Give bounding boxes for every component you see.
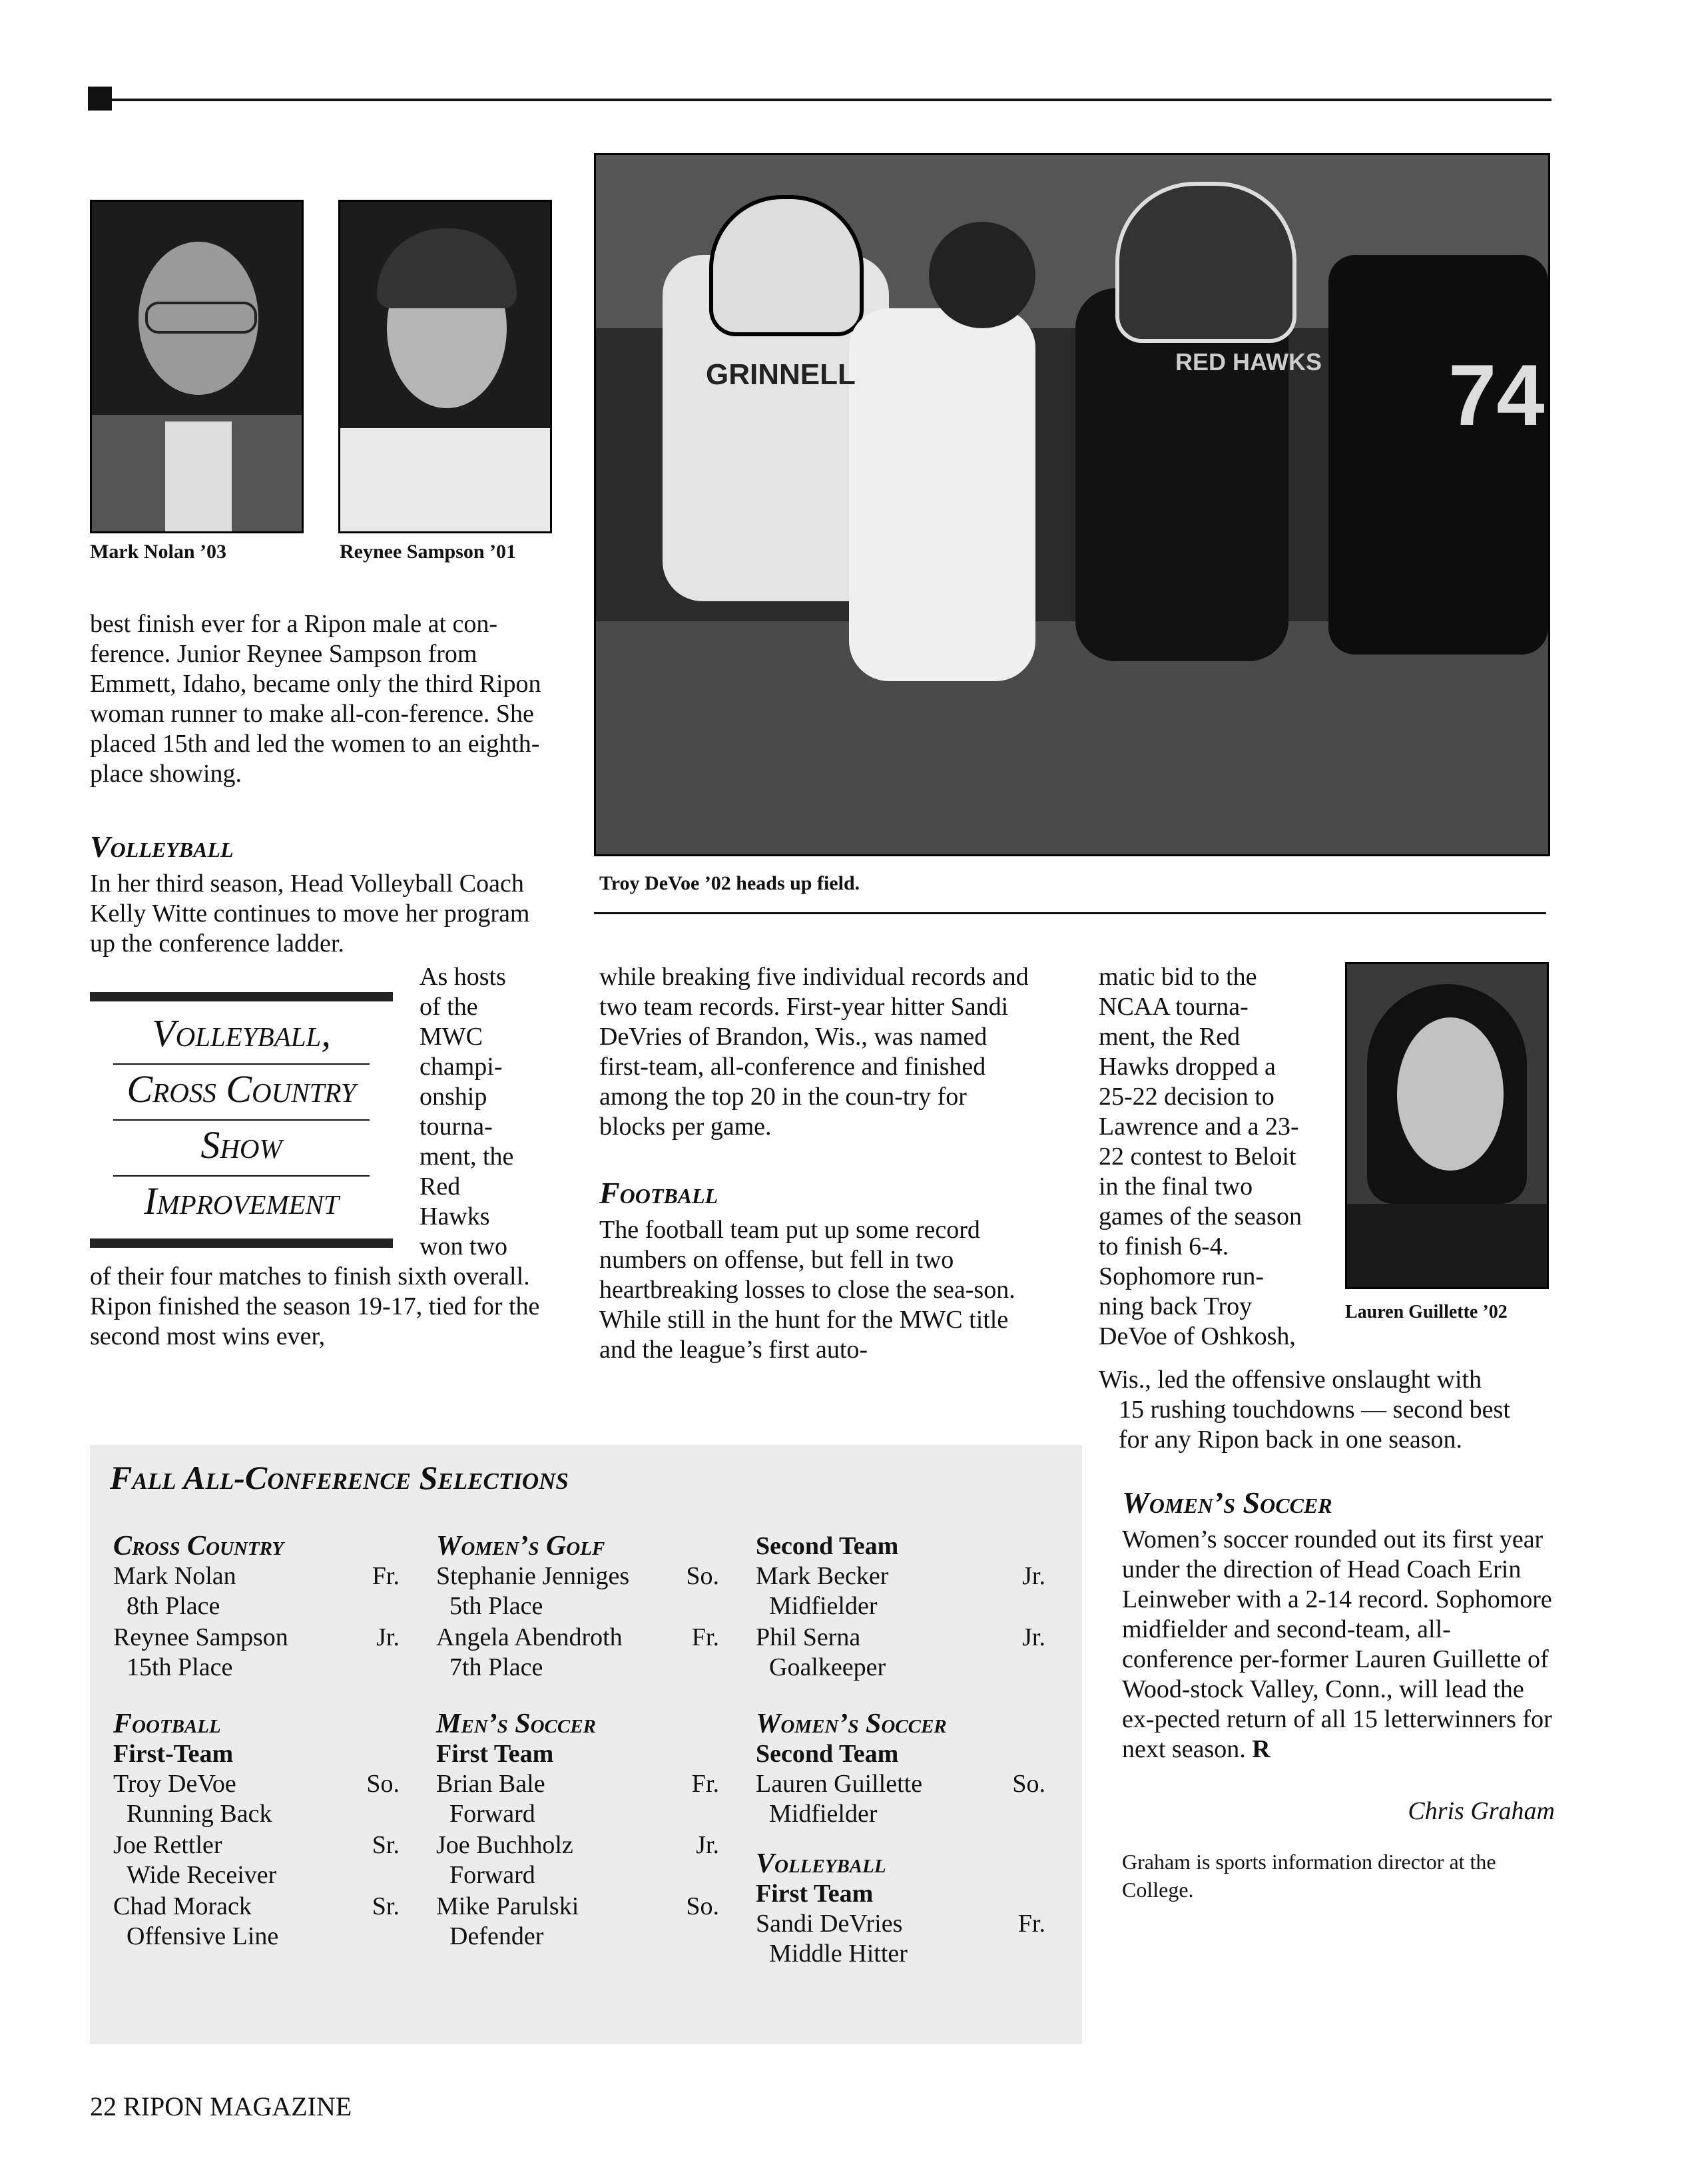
sel-year: Fr. xyxy=(372,1562,400,1590)
sel-name: Mark Nolan xyxy=(113,1562,236,1590)
sel-entry xyxy=(436,1892,719,1952)
pullquote-rule-3 xyxy=(113,1175,370,1177)
fb-line: to finish 6-4. xyxy=(1099,1232,1229,1260)
vb-line: won two xyxy=(420,1232,507,1260)
sel-heading-womens-golf: Women’s Golf xyxy=(436,1531,605,1561)
vb-line: Hawks xyxy=(420,1203,490,1230)
sel-subheading: Second Team xyxy=(756,1532,899,1560)
fb-line: Hawks dropped a xyxy=(1099,1053,1276,1081)
sel-name: Mike Parulski xyxy=(436,1892,579,1920)
pullquote xyxy=(90,1005,393,1229)
sel-detail: 8th Place xyxy=(127,1592,220,1620)
sel-entry xyxy=(113,1830,400,1890)
sel-year: Sr. xyxy=(372,1892,400,1920)
reynee-sampson-caption: Reynee Sampson ’01 xyxy=(340,541,517,563)
vb-line: ment, the xyxy=(420,1143,514,1171)
fb-line: 25-22 decision to xyxy=(1099,1083,1274,1111)
vb-line: onship xyxy=(420,1083,487,1111)
page-footer: 22 RIPON MAGAZINE xyxy=(90,2091,352,2121)
sel-year: Fr. xyxy=(1017,1910,1045,1938)
volleyball-narrow xyxy=(420,962,553,1262)
womens-soccer-text xyxy=(1122,1525,1555,1765)
sel-entry xyxy=(113,1892,400,1952)
football-continued-narrow xyxy=(1099,962,1338,1352)
sel-heading-womens-soccer: Women’s Soccer xyxy=(756,1709,947,1739)
sel-entry xyxy=(113,1623,400,1683)
football-heading: Football xyxy=(599,1176,718,1210)
fb-line: matic bid to the xyxy=(1099,963,1257,991)
jersey-text-red-hawks: RED HAWKS xyxy=(1175,348,1322,376)
mark-nolan-photo xyxy=(90,200,304,533)
vb-line: MWC xyxy=(420,1023,483,1051)
sel-year: Fr. xyxy=(691,1623,719,1651)
pullquote-top-bar xyxy=(90,992,393,1001)
fb-line: NCAA tourna- xyxy=(1099,993,1249,1021)
vb-line: tourna- xyxy=(420,1113,493,1141)
sel-detail: Forward xyxy=(449,1861,535,1889)
fb-wide-line: for any Ripon back in one season. xyxy=(1119,1426,1463,1454)
sel-detail: Forward xyxy=(449,1800,535,1828)
selections-col-2 xyxy=(436,1531,719,1953)
pullquote-line-4: Improvement xyxy=(144,1179,339,1223)
sel-name: Joe Buchholz xyxy=(436,1831,573,1859)
reynee-sampson-photo xyxy=(338,200,552,533)
volleyball-after: of their four matches to finish sixth overall. Ripon finished the season 19-17, tied for the second most wins ever, xyxy=(90,1262,540,1350)
sel-entry xyxy=(756,1909,1045,1969)
sel-detail: Midfielder xyxy=(769,1592,878,1620)
vb-line: As hosts xyxy=(420,963,506,991)
sel-entry xyxy=(756,1561,1045,1621)
fb-line: Sophomore run- xyxy=(1099,1262,1265,1290)
fb-line: ment, the Red xyxy=(1099,1023,1241,1051)
sel-detail: Goalkeeper xyxy=(769,1653,886,1681)
sel-name: Phil Serna xyxy=(756,1623,861,1651)
sel-year: Jr. xyxy=(1022,1562,1045,1590)
fb-wide-line: 15 rushing touchdowns — second best xyxy=(1119,1396,1510,1424)
fb-wide-line: Wis., led the offensive onslaught with xyxy=(1099,1366,1482,1394)
sel-detail: 15th Place xyxy=(127,1653,233,1681)
sel-name: Troy DeVoe xyxy=(113,1770,236,1798)
sel-year: Sr. xyxy=(372,1831,400,1859)
sel-entry xyxy=(436,1623,719,1683)
sel-year: Jr. xyxy=(1022,1623,1045,1651)
sel-subheading: First Team xyxy=(436,1740,554,1768)
football-photo-caption: Troy DeVoe ’02 heads up field. xyxy=(599,872,860,894)
volleyball-heading: Volleyball xyxy=(90,830,234,864)
selections-col-1 xyxy=(113,1531,400,1953)
sel-year: So. xyxy=(686,1562,719,1590)
fb-line: in the final two xyxy=(1099,1173,1253,1201)
sel-name: Stephanie Jenniges xyxy=(436,1562,630,1590)
pullquote-bottom-bar xyxy=(90,1238,393,1248)
byline: Chris Graham xyxy=(1408,1797,1555,1825)
sel-name: Chad Morack xyxy=(113,1892,252,1920)
football-text: The football team put up some record numbers on offense, but fell in two heartbreaking losses to close the sea-son. While still in the hunt for the MWC title and the league’s first auto- xyxy=(599,1216,1015,1364)
selections-title: Fall All-Conference Selections xyxy=(110,1459,569,1496)
sel-detail: Wide Receiver xyxy=(127,1861,277,1889)
vb-line: champi- xyxy=(420,1053,503,1081)
sel-name: Angela Abendroth xyxy=(436,1623,623,1651)
jersey-number-74: 74 xyxy=(1448,346,1545,443)
sel-detail: Midfielder xyxy=(769,1800,878,1828)
fb-line: Lawrence and a 23- xyxy=(1099,1113,1299,1141)
fb-line: games of the season xyxy=(1099,1203,1302,1230)
sel-year: So. xyxy=(1012,1770,1045,1798)
fb-line: ning back Troy xyxy=(1099,1292,1253,1320)
sel-name: Brian Bale xyxy=(436,1770,545,1798)
volleyball-continued: while breaking five individual records and two team records. First-year hitter Sandi DeVries of Brandon, Wis., was named first-team, all-conference and finished among the top 20 in the coun-try for blocks per game. xyxy=(599,963,1029,1141)
sel-year: So. xyxy=(686,1892,719,1920)
sel-entry xyxy=(113,1769,400,1829)
vb-line: of the xyxy=(420,993,478,1021)
womens-soccer-heading: Women’s Soccer xyxy=(1122,1486,1332,1519)
pullquote-rule-1 xyxy=(113,1063,370,1065)
sel-heading-mens-soccer: Men’s Soccer xyxy=(436,1709,596,1739)
sel-subheading: First Team xyxy=(756,1880,874,1908)
cross-country-continued: best finish ever for a Ripon male at con-ference. Junior Reynee Sampson from Emmett, Idaho, became only the third Ripon woman runner to make all-con-ference. She placed 15th and led the women to an eighth-place showing. xyxy=(90,610,541,788)
sel-entry xyxy=(113,1561,400,1621)
sel-detail: Offensive Line xyxy=(127,1922,279,1950)
sel-name: Sandi DeVries xyxy=(756,1910,903,1938)
author-bio: Graham is sports information director at the College. xyxy=(1122,1850,1496,1902)
sel-detail: 5th Place xyxy=(449,1592,543,1620)
caption-rule xyxy=(594,912,1546,914)
sel-detail: Middle Hitter xyxy=(769,1940,908,1968)
sel-detail: 7th Place xyxy=(449,1653,543,1681)
sel-heading-volleyball: Volleyball xyxy=(756,1848,886,1879)
volleyball-intro: In her third season, Head Volleyball Coach Kelly Witte continues to move her program up the conference ladder. xyxy=(90,870,530,957)
sel-entry xyxy=(756,1623,1045,1683)
vb-line: Red xyxy=(420,1173,461,1201)
lauren-guillette-caption: Lauren Guillette ’02 xyxy=(1345,1302,1508,1322)
header-rule xyxy=(100,99,1552,101)
football-wide-lines xyxy=(1099,1365,1558,1455)
pullquote-line-3: Show xyxy=(200,1123,282,1167)
sel-heading-cross-country: Cross Country xyxy=(113,1531,284,1561)
sel-name: Lauren Guillette xyxy=(756,1770,923,1798)
sel-subheading: Second Team xyxy=(756,1740,899,1768)
pullquote-line-1: Volleyball, xyxy=(152,1011,331,1055)
lauren-guillette-photo xyxy=(1345,962,1549,1289)
sel-detail: Running Back xyxy=(127,1800,272,1828)
sel-year: Fr. xyxy=(691,1770,719,1798)
jersey-text-grinnell: GRINNELL xyxy=(706,358,856,391)
sel-subheading: First-Team xyxy=(113,1740,234,1768)
sel-name: Mark Becker xyxy=(756,1562,889,1590)
sel-name: Joe Rettler xyxy=(113,1831,222,1859)
pullquote-rule-2 xyxy=(113,1119,370,1121)
fb-line: 22 contest to Beloit xyxy=(1099,1143,1296,1171)
sel-entry xyxy=(436,1830,719,1890)
fb-line: DeVoe of Oshkosh, xyxy=(1099,1322,1296,1350)
mark-nolan-caption: Mark Nolan ’03 xyxy=(90,541,226,563)
sel-name: Reynee Sampson xyxy=(113,1623,288,1651)
end-mark: R xyxy=(1252,1735,1270,1763)
womens-soccer-paragraph: Women’s soccer rounded out its first year under the direction of Head Coach Erin Leinweber with a 2-14 record. Sophomore midfielder and second-team, all-conference per-former Lauren Guillette of Wood-stock Valley, Conn., will lead the ex-pected return of all 15 letterwinners for next season. xyxy=(1122,1525,1552,1763)
sel-entry xyxy=(756,1769,1045,1829)
sel-year: So. xyxy=(366,1770,400,1798)
football-photo xyxy=(594,153,1550,856)
sel-year: Jr. xyxy=(376,1623,400,1651)
sel-entry xyxy=(436,1561,719,1621)
sel-year: Jr. xyxy=(696,1831,719,1859)
sel-detail: Defender xyxy=(449,1922,544,1950)
selections-col-3 xyxy=(756,1531,1045,1970)
sel-entry xyxy=(436,1769,719,1829)
sel-heading-football: Football xyxy=(113,1709,221,1739)
pullquote-line-2: Cross Country xyxy=(127,1067,356,1111)
